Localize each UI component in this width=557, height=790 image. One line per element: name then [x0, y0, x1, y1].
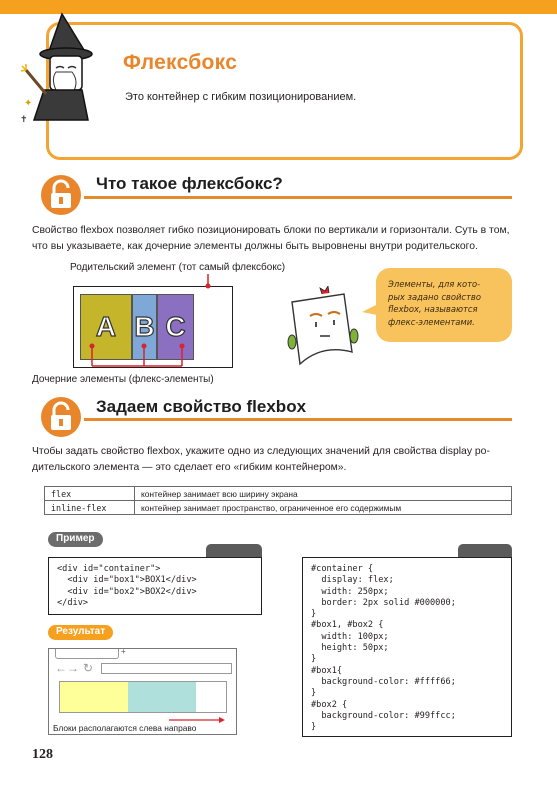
intro-subtitle: Это контейнер с гибким позиционированием. [125, 91, 357, 103]
parent-element-label: Родительский элемент (тот самый флексбокс) [70, 262, 286, 273]
wizard-mascot-icon [18, 10, 118, 125]
result-caption: Блоки располагаются слева направо [53, 723, 197, 733]
rendered-box2 [128, 682, 196, 712]
svg-text:✦: ✦ [24, 98, 33, 109]
browser-mockup [48, 648, 237, 735]
example-label: Пример [48, 532, 103, 547]
diagram-connector-lines [60, 270, 240, 378]
section-divider [84, 196, 512, 199]
html-code-block: <div id="container"> <div id="box1">BOX1</div> <div id="box2">BOX2</div> </div> [48, 557, 262, 615]
browser-tab [55, 649, 119, 659]
table-row [45, 487, 512, 501]
bubble-text-line: рых задано свойство [388, 291, 481, 302]
paragraph-line: Чтобы задать свойство flexbox, укажите одно из следующих значений для свойства display ро- [32, 446, 490, 457]
bubble-text-line: флекс-элементами. [388, 316, 475, 327]
result-label: Результат [48, 625, 113, 640]
display-values-table [44, 486, 512, 515]
rendered-flex-container [59, 681, 227, 713]
refresh-icon: ↻ [83, 661, 94, 675]
lock-icon [40, 174, 82, 216]
table-row [45, 501, 512, 515]
table-cell-description: контейнер занимает всю ширину экрана [135, 487, 512, 501]
paragraph-line: дительского элемента — это сделает его «гибким контейнером». [32, 462, 347, 473]
lock-icon [40, 396, 82, 438]
bubble-text-line: Элементы, для кото- [388, 279, 481, 289]
direction-arrow-icon [169, 717, 225, 723]
children-elements-label: Дочерние элементы (флекс-элементы) [32, 374, 214, 385]
speech-bubble [376, 268, 512, 342]
rendered-box1 [60, 682, 128, 712]
page-title: Флексбокс [123, 51, 238, 74]
table-cell-value: inline-flex [45, 501, 135, 515]
svg-text:✝: ✝ [20, 115, 28, 125]
bubble-text-line: flexbox, называются [388, 304, 478, 314]
flex-item-box: A [80, 294, 132, 360]
flex-item-box: C [157, 294, 194, 360]
code-tab-css [458, 544, 512, 558]
page-number: 128 [32, 747, 53, 762]
flex-item-box: B [132, 294, 157, 360]
table-cell-value: flex [45, 487, 135, 501]
table-cell-description: контейнер занимает пространство, ограниченное его содержимым [135, 501, 512, 515]
css-code-block: #container { display: flex; width: 250px; border: 2px solid #000000; } #box1, #box2 { width: 100px; height: 50px; } #box1{ background-color: #ffff66; } #box2 { background-color: #99ffcc; } [302, 557, 512, 737]
section-divider [84, 418, 512, 421]
code-tab-html [206, 544, 262, 558]
paragraph-line: что вы указываете, как дочерние элементы должны быть выровнены внутри родительского. [32, 241, 478, 252]
paragraph-line: Свойство flexbox позволяет гибко позиционировать блоки по вертикали и горизонтали. Суть в том, [32, 225, 510, 236]
section-title-what-is-flexbox: Что такое флексбокс? [96, 174, 283, 193]
paper-character-icon [282, 286, 366, 370]
new-tab-plus-icon: + [121, 647, 126, 656]
section-title-set-flexbox: Задаем свойство flexbox [96, 397, 307, 416]
nav-arrows-icon: ←→ [55, 661, 79, 675]
address-bar [101, 663, 232, 674]
